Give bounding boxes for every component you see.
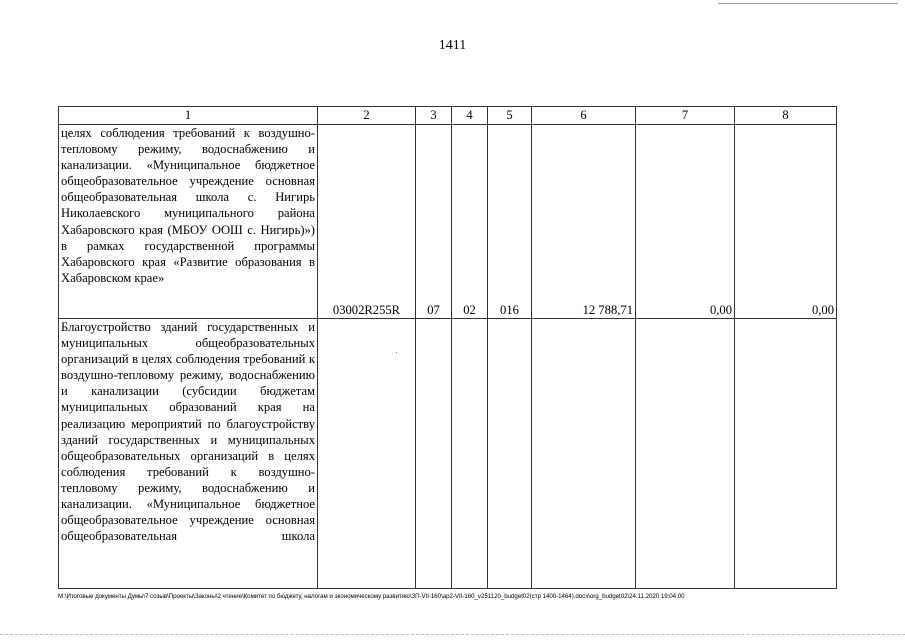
- scan-speck: [396, 352, 397, 353]
- table-header-row: [59, 107, 837, 125]
- page-number: 1411: [438, 38, 467, 53]
- subsection-cell: [452, 319, 488, 589]
- header-cell: 5: [488, 107, 532, 125]
- expense-type-cell: [488, 319, 532, 589]
- section-cell: 07: [416, 125, 452, 319]
- target-code-cell: 03002R255R: [318, 125, 416, 319]
- table-row: [59, 125, 837, 319]
- header-cell: 7: [636, 107, 735, 125]
- bottom-border-line: [0, 634, 905, 635]
- subsection-cell: 02: [452, 125, 488, 319]
- amount-cell-8: 0,00: [735, 125, 837, 319]
- footer-file-path: М:\Итоговые документы Думы\7 созыв\Проекты\Законы\2 чтение\Комитет по бюджету, налогам и экономическому развитию\ЗП-VII-160\ар2-VII-160_v251120_budget02(стр 1400-1464).docx\org_budget02\24.11.2020 19:04:00: [58, 593, 685, 600]
- top-border-line: [718, 3, 898, 4]
- section-cell: [416, 319, 452, 589]
- header-cell: 1: [59, 107, 318, 125]
- amount-cell-8: [735, 319, 837, 589]
- header-cell: 8: [735, 107, 837, 125]
- target-code-cell: [318, 319, 416, 589]
- amount-cell-6: 12 788,71: [532, 125, 636, 319]
- header-cell: 2: [318, 107, 416, 125]
- row-description: Благоустройство зданий государственных и муниципальных общеобразовательных организаций в целях соблюдения требований к воздушно-тепловому режиму, водоснабжению и канализации (субсидии бюджетам муниципальных образований края на реализацию мероприятий по благоустройству зданий государственных и муниципальных общеобразовательных организаций в целях соблюдения требований к воздушно-тепловому режиму, водоснабжению и канализации. «Муниципальное бюджетное общеобразовательное учреждение основная общеобразовательная школа: [59, 319, 318, 589]
- amount-cell-7: 0,00: [636, 125, 735, 319]
- row-description: целях соблюдения требований к воздушно-тепловому режиму, водоснабжению и канализации. «Муниципальное бюджетное общеобразовательное учреждение основная общеобразовательная школа с. Нигирь Николаевского муниципального района Хабаровского края (МБОУ ООШ с. Нигирь)») в рамках государственной программы Хабаровского края «Развитие образования в Хабаровском крае»: [59, 125, 318, 319]
- expense-type-cell: 016: [488, 125, 532, 319]
- header-cell: 4: [452, 107, 488, 125]
- budget-table: [58, 106, 837, 589]
- header-cell: 6: [532, 107, 636, 125]
- table-row: [59, 319, 837, 589]
- amount-cell-7: [636, 319, 735, 589]
- header-cell: 3: [416, 107, 452, 125]
- amount-cell-6: [532, 319, 636, 589]
